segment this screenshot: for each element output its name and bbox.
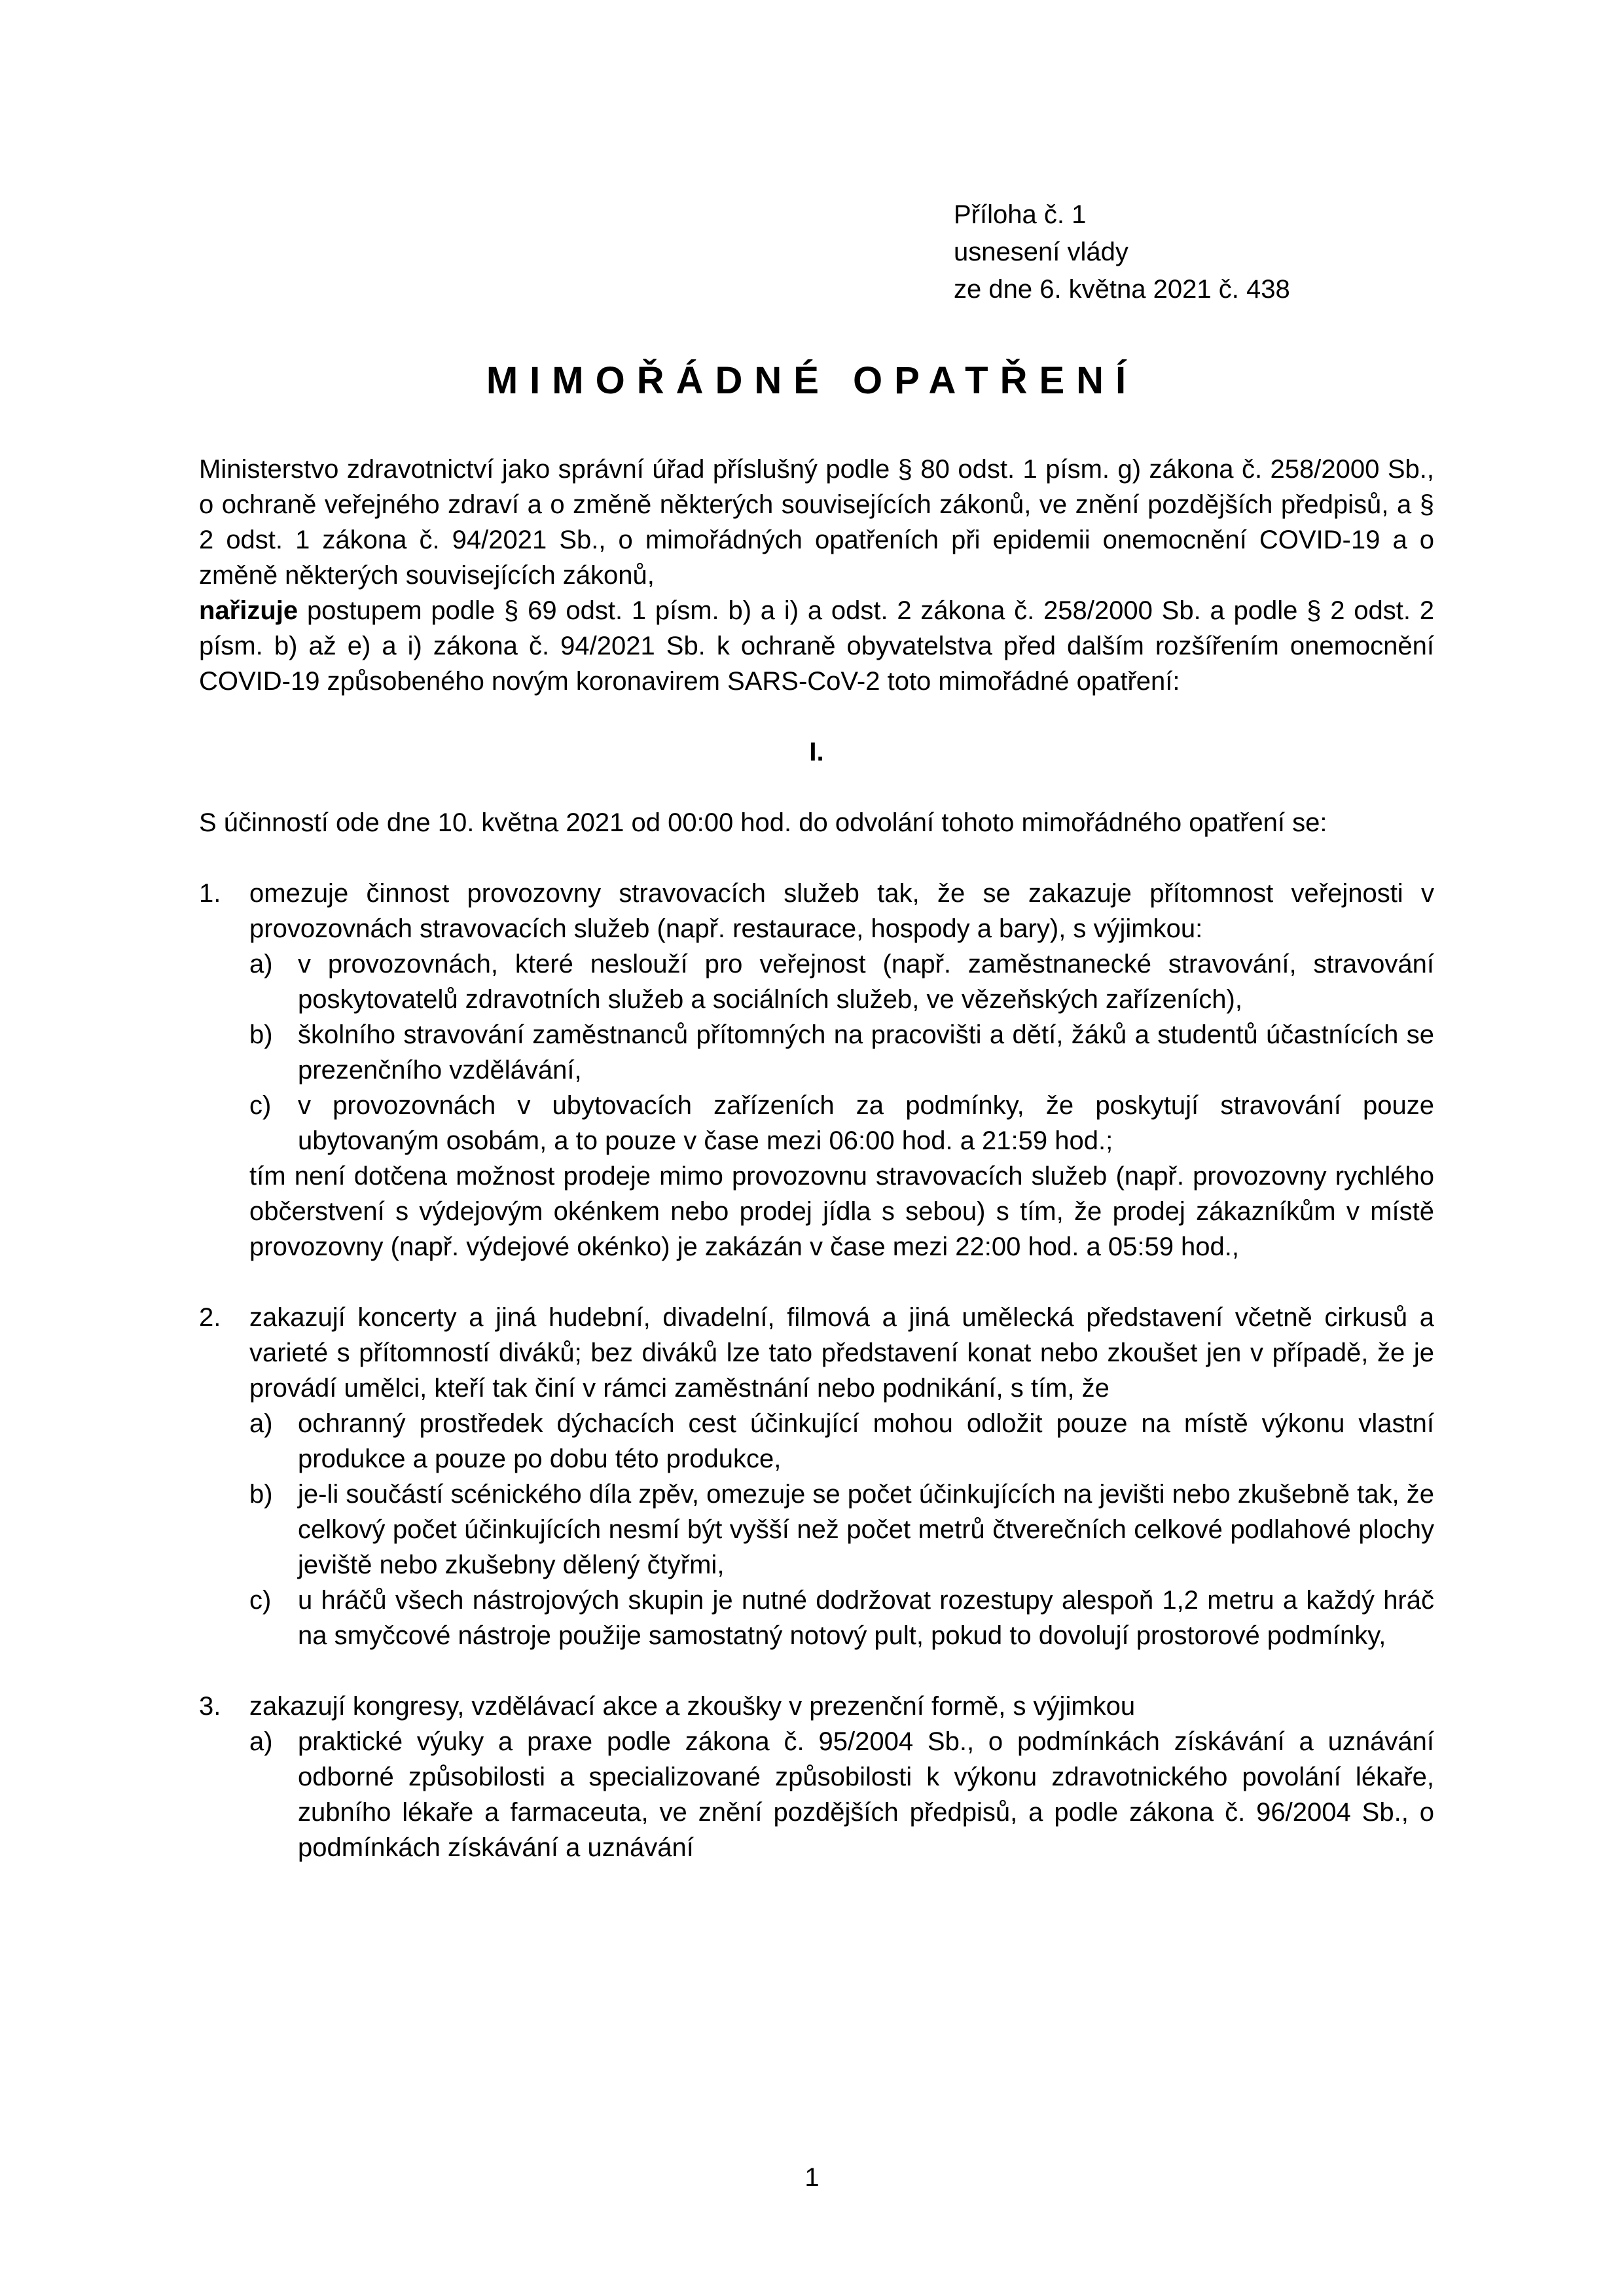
list-item-text: omezuje činnost provozovny stravovacích služeb tak, že se zakazuje přítomnost veřejnosti v provozovnách stravovacích služeb (např. restaurace, hospody a bary), s výjimkou:	[249, 879, 1434, 943]
sub-item-2a	[199, 1406, 1434, 1477]
sub-item-2b	[199, 1477, 1434, 1583]
sub-item-text: ochranný prostředek dýchacích cest účinkující mohou odložit pouze na místě výkonu vlastní produkce a pouze po dobu této produkce,	[298, 1409, 1434, 1473]
intro-text-after: postupem podle § 69 odst. 1 písm. b) a i) a odst. 2 zákona č. 258/2000 Sb. a podle § 2 odst. 2 písm. b) až e) a i) zákona č. 94/2021 Sb. k ochraně obyvatelstva před dalším rozšířením onemocnění COVID-19 způsobeného novým koronavirem SARS-CoV-2 toto mimořádné opatření:	[199, 596, 1434, 696]
intro-emphasis: nařizuje	[199, 596, 298, 625]
spacer	[199, 1265, 1434, 1300]
sub-item-text: u hráčů všech nástrojových skupin je nutné dodržovat rozestupy alespoň 1,2 metru a každý hráč na smyčcové nástroje použije samostatný notový pult, pokud to dovolují prostorové podmínky,	[298, 1586, 1434, 1650]
sub-item-text: praktické výuky a praxe podle zákona č. 95/2004 Sb., o podmínkách získávání a uznávání odborné způsobilosti a specializované způsobilosti k výkonu zdravotnického povolání lékaře, zubního lékaře a farmaceuta, ve znění pozdějších předpisů, a podle zákona č. 96/2004 Sb., o podmínkách získávání a uznávání	[298, 1727, 1434, 1862]
intro-paragraph	[199, 452, 1434, 699]
sub-item-text: v provozovnách v ubytovacích zařízeních za podmínky, že poskytují stravování pouze ubytovaným osobám, a to pouze v čase mezi 06:00 hod. a 21:59 hod.;	[298, 1091, 1434, 1155]
list-marker: 2.	[199, 1303, 221, 1332]
sub-item-1a	[199, 946, 1434, 1017]
attachment-header	[954, 196, 1290, 308]
list-item-2	[199, 1300, 1434, 1406]
sub-item-2c	[199, 1583, 1434, 1653]
spacer	[199, 840, 1434, 876]
attachment-date: ze dne 6. května 2021 č. 438	[954, 275, 1290, 304]
section-heading: I.	[809, 738, 824, 766]
sub-item-3a	[199, 1724, 1434, 1865]
list-item-3	[199, 1689, 1434, 1724]
sub-item-1c	[199, 1088, 1434, 1158]
effective-paragraph: S účinností ode dne 10. května 2021 od 00:00 hod. do odvolání tohoto mimořádného opatření se:	[199, 808, 1327, 837]
sub-item-text: je-li součástí scénického díla zpěv, omezuje se počet účinkujících na jevišti nebo zkušebně tak, že celkový počet účinkujících nesmí být vyšší než počet metrů čtverečních celkové podlahové plochy jeviště nebo zkušebny dělený čtyřmi,	[298, 1480, 1434, 1579]
continuation-text: tím není dotčena možnost prodeje mimo provozovnu stravovacích služeb (např. provozovny rychlého občerstvení s výdejovým okénkem nebo prodej jídla s sebou) s tím, že prodej zákazníkům v místě provozovny (např. výdejové okénko) je zakázán v čase mezi 22:00 hod. a 05:59 hod.,	[249, 1162, 1434, 1261]
sub-marker: c)	[249, 1091, 272, 1120]
sub-marker: c)	[249, 1586, 272, 1615]
sub-item-1b	[199, 1017, 1434, 1088]
list-item-1-continuation	[199, 1158, 1434, 1265]
attachment-resolution: usnesení vlády	[954, 238, 1128, 266]
sub-marker: a)	[249, 950, 273, 978]
sub-marker: a)	[249, 1727, 273, 1756]
list-marker: 3.	[199, 1692, 221, 1721]
spacer	[199, 1653, 1434, 1689]
sub-marker: b)	[249, 1480, 273, 1509]
attachment-number: Příloha č. 1	[954, 200, 1087, 229]
list-marker: 1.	[199, 879, 221, 908]
sub-item-text: v provozovnách, které neslouží pro veřejnost (např. zaměstnanecké stravování, stravování poskytovatelů zdravotních služeb a sociálních služeb, ve vězeňských zařízeních),	[298, 950, 1434, 1014]
sub-marker: b)	[249, 1020, 273, 1049]
sub-item-text: školního stravování zaměstnanců přítomných na pracovišti a dětí, žáků a studentů účastnících se prezenčního vzdělávání,	[298, 1020, 1434, 1085]
sub-marker: a)	[249, 1409, 273, 1438]
document-body	[199, 452, 1434, 1865]
document-title: MIMOŘÁDNÉ OPATŘENÍ	[486, 359, 1138, 402]
list-item-1	[199, 876, 1434, 946]
page-number: 1	[804, 2163, 820, 2192]
intro-text-before: Ministerstvo zdravotnictví jako správní úřad příslušný podle § 80 odst. 1 písm. g) zákona č. 258/2000 Sb., o ochraně veřejného zdraví a o změně některých souvisejících zákonů, ve znění pozdějších předpisů, a § 2 odst. 1 zákona č. 94/2021 Sb., o mimořádných opatřeních při epidemii onemocnění COVID-19 a o změně některých souvisejících zákonů,	[199, 455, 1434, 590]
list-item-text: zakazují koncerty a jiná hudební, divadelní, filmová a jiná umělecká představení včetně cirkusů a varieté s přítomností diváků; bez diváků lze tato představení konat nebo zkoušet jen v případě, že je provádí umělci, kteří tak činí v rámci zaměstnání nebo podnikání, s tím, že	[249, 1303, 1434, 1403]
list-item-text: zakazují kongresy, vzdělávací akce a zkoušky v prezenční formě, s výjimkou	[249, 1692, 1136, 1721]
